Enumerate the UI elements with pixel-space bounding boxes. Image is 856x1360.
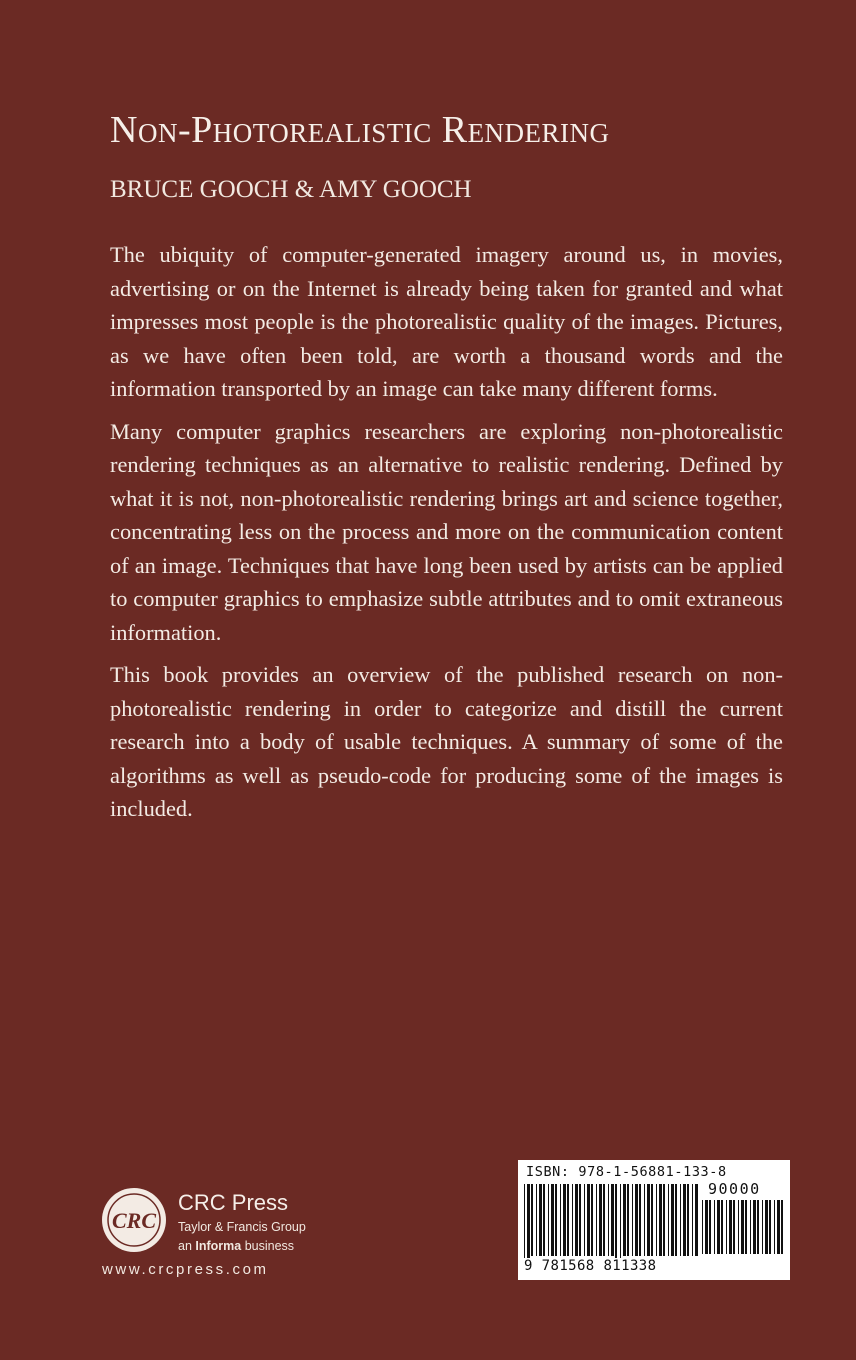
barcode-bar bbox=[683, 1184, 686, 1256]
barcode-bar bbox=[644, 1184, 645, 1256]
barcode-bar bbox=[726, 1200, 727, 1254]
publisher-group: Taylor & Francis Group bbox=[178, 1220, 306, 1234]
barcode-bar bbox=[579, 1184, 581, 1256]
barcode-bar bbox=[603, 1184, 605, 1256]
barcode-bar bbox=[527, 1184, 530, 1268]
blurb-paragraph-2: Many computer graphics researchers are exploring non-photorealistic rendering techniques as an alternative to realistic rendering. Defined by what it is not, non-photorealistic rendering brings art and science together, concentrating less on the process and more on the communication content of an image. Techniques that have long been used by artists can be applied to computer graphics to emphasize subtle attributes and to omit extraneous information. bbox=[110, 418, 783, 645]
barcode-bar bbox=[709, 1200, 711, 1254]
barcode-bar bbox=[551, 1184, 554, 1256]
barcode-bar bbox=[675, 1184, 677, 1256]
barcode-bar bbox=[635, 1184, 638, 1256]
publisher-informa-line bbox=[178, 1239, 294, 1253]
barcode-bar bbox=[543, 1184, 545, 1256]
book-authors: BRUCE GOOCH & AMY GOOCH bbox=[110, 176, 472, 203]
isbn-text: ISBN: 978-1-56881-133-8 bbox=[526, 1164, 727, 1180]
back-cover-blurb bbox=[110, 238, 783, 835]
barcode-bar bbox=[560, 1184, 561, 1256]
barcode-bar bbox=[753, 1200, 756, 1254]
barcode-bar bbox=[765, 1200, 768, 1254]
blurb-paragraph-3: This book provides an overview of the published research on non-photorealistic rendering in order to categorize and distill the current research into a body of usable techniques. A summary of some of the algorithms as well as pseudo-code for producing some of the images is included. bbox=[110, 662, 783, 821]
barcode-bar bbox=[738, 1200, 739, 1254]
barcode-bar bbox=[671, 1184, 674, 1256]
barcode-bar bbox=[647, 1184, 650, 1256]
barcode-bar bbox=[591, 1184, 593, 1256]
barcode-bar bbox=[705, 1200, 708, 1254]
barcode-bar bbox=[615, 1184, 617, 1268]
barcode-bar bbox=[721, 1200, 723, 1254]
barcode-bar bbox=[611, 1184, 614, 1256]
barcode-bar bbox=[608, 1184, 609, 1256]
barcode-bar bbox=[717, 1200, 720, 1254]
barcode-bar bbox=[548, 1184, 549, 1256]
barcode-bar bbox=[620, 1184, 621, 1268]
barcode-bar bbox=[733, 1200, 735, 1254]
publisher-url[interactable]: www.crcpress.com bbox=[102, 1261, 269, 1278]
book-title: Non-Photorealistic Rendering bbox=[110, 109, 610, 151]
barcode-bar bbox=[632, 1184, 633, 1256]
barcode-bar bbox=[745, 1200, 747, 1254]
barcode-bar bbox=[596, 1184, 597, 1256]
barcode-bar bbox=[567, 1184, 569, 1256]
barcode-bar bbox=[539, 1184, 542, 1256]
barcode-bar bbox=[757, 1200, 759, 1254]
barcode-bar bbox=[584, 1184, 585, 1256]
barcode-bar bbox=[769, 1200, 771, 1254]
informa-suffix: business bbox=[244, 1239, 295, 1253]
addon-barcode bbox=[702, 1200, 784, 1266]
barcode-bar bbox=[663, 1184, 665, 1256]
barcode-bar bbox=[781, 1200, 783, 1254]
barcode-bar bbox=[750, 1200, 751, 1254]
publisher-name: CRC Press bbox=[178, 1190, 289, 1215]
barcode-bar bbox=[659, 1184, 662, 1256]
ean-digits: 9 781568 811338 bbox=[524, 1258, 657, 1274]
barcode-bar bbox=[627, 1184, 629, 1256]
barcode-bar bbox=[702, 1200, 703, 1254]
barcode-bar bbox=[692, 1184, 693, 1256]
barcode-bar bbox=[555, 1184, 557, 1256]
barcode-bar bbox=[656, 1184, 657, 1256]
informa-name: Informa bbox=[195, 1239, 242, 1253]
barcode-bar bbox=[524, 1184, 525, 1268]
crc-logo-icon bbox=[100, 1186, 168, 1254]
addon-digits: 90000 bbox=[708, 1180, 761, 1198]
barcode-bar bbox=[668, 1184, 669, 1256]
barcode-bar bbox=[572, 1184, 573, 1256]
barcode-bar bbox=[575, 1184, 578, 1256]
barcode-bar bbox=[531, 1184, 533, 1256]
barcode-bar bbox=[762, 1200, 763, 1254]
barcode-box bbox=[518, 1160, 790, 1280]
barcode-bar bbox=[623, 1184, 626, 1256]
barcode-bar bbox=[599, 1184, 602, 1256]
barcode-bar bbox=[687, 1184, 689, 1256]
informa-prefix: an bbox=[178, 1239, 192, 1253]
barcode-bar bbox=[729, 1200, 732, 1254]
barcode-bar bbox=[639, 1184, 641, 1256]
barcode-bar bbox=[714, 1200, 715, 1254]
barcode-bar bbox=[587, 1184, 590, 1256]
barcode-bar bbox=[695, 1184, 698, 1256]
blurb-paragraph-1: The ubiquity of computer-generated imagery around us, in movies, advertising or on the Internet is already being taken for granted and what impresses most people is the photorealistic quality of the images. Pictures, as we have often been told, are worth a thousand words and the information transported by an image can take many different forms. bbox=[110, 242, 783, 401]
barcode-bar bbox=[741, 1200, 744, 1254]
barcode-bar bbox=[536, 1184, 537, 1256]
barcode-bar bbox=[680, 1184, 681, 1256]
barcode-bar bbox=[777, 1200, 780, 1254]
crc-logo-text: CRC bbox=[111, 1208, 157, 1233]
ean-barcode bbox=[524, 1184, 698, 1268]
publisher-block bbox=[100, 1186, 360, 1286]
barcode-bar bbox=[563, 1184, 566, 1256]
barcode-bar bbox=[774, 1200, 775, 1254]
barcode-bar bbox=[651, 1184, 653, 1256]
